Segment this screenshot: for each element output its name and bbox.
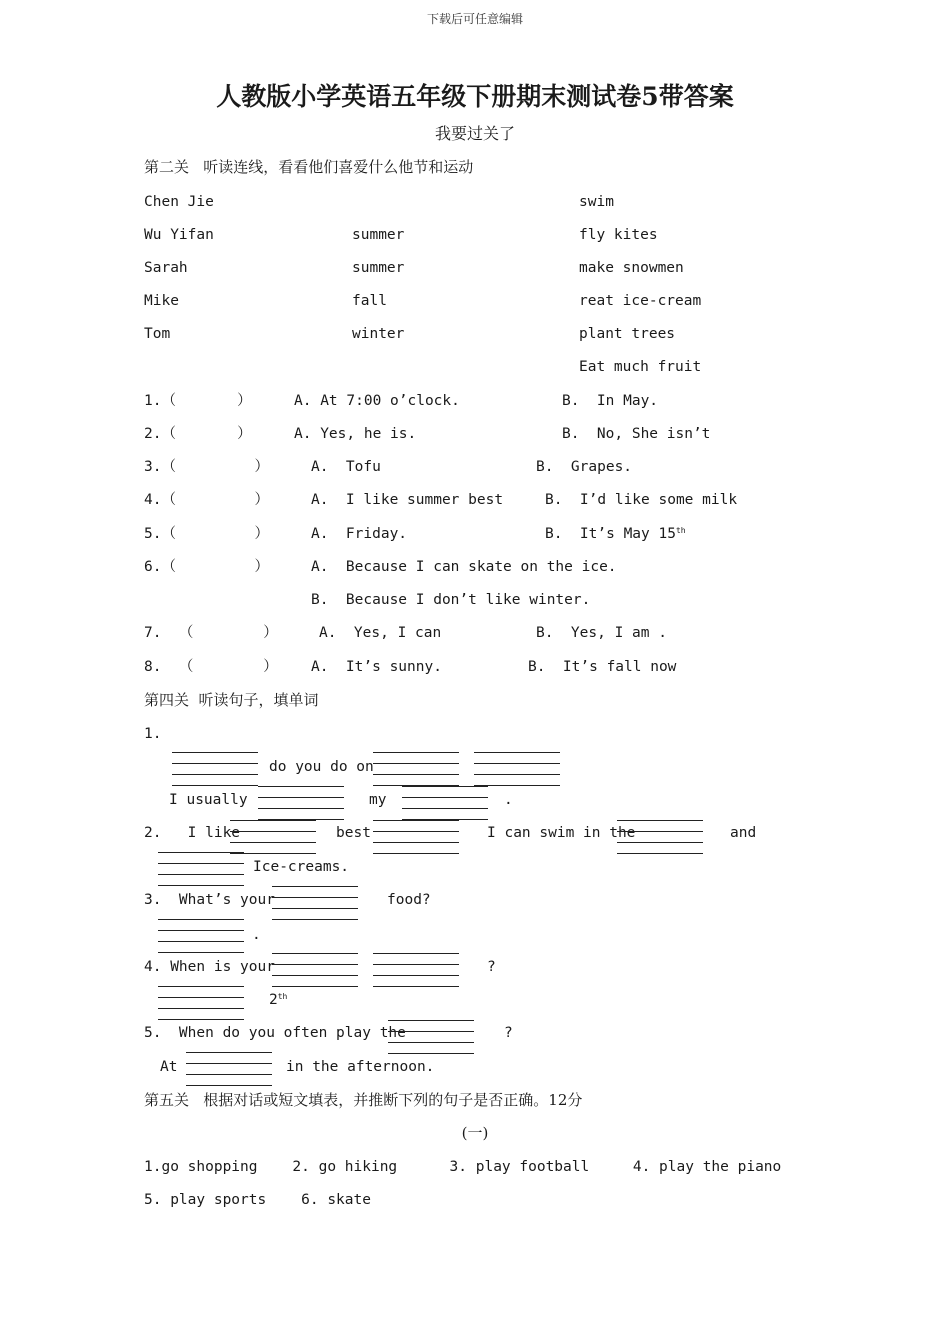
q5-text: 5. When do you often play the [144,1025,406,1041]
part-label: (一) [461,1124,489,1142]
fill-blank[interactable] [402,786,488,820]
option-a: A. Yes, he is. [294,426,417,442]
option-a: A. Friday. [311,526,408,542]
q3-text: 3. What’s your [144,892,275,908]
superscript-th: th [277,992,288,1001]
season-item: summer [352,260,405,276]
activity-item: reat ice-cream [579,293,702,309]
q3-text: . [252,927,261,943]
activity-options: 1.go shopping 2. go hiking 3. play football 4. play the piano [144,1159,782,1175]
option-a: A. Because I can skate on the ice. [311,559,617,575]
question-number: 4.（ ） [144,492,270,508]
document-subtitle: 我要过关了 [434,124,515,143]
q1-text: my [369,792,387,808]
fill-blank[interactable] [158,852,244,886]
option-b: B. Grapes. [536,459,633,475]
fill-blank[interactable] [373,820,459,854]
option-a: A. At 7:00 o’clock. [294,393,460,409]
q5-text: ? [504,1025,513,1041]
fill-blank[interactable] [230,820,316,854]
q2-text: 2. I like [144,825,241,841]
q1-text: . [504,792,513,808]
q2-text: and [730,825,757,841]
name-item: Sarah [144,260,188,276]
name-item: Mike [144,293,179,309]
option-b: B. It’s fall now [528,659,677,675]
name-item: Chen Jie [144,194,214,210]
q3-text: food? [387,892,431,908]
document-title: 人教版小学英语五年级下册期末测试卷5带答案 [216,82,734,111]
fill-blank[interactable] [158,986,244,1020]
option-a: A. Tofu [311,459,381,475]
fill-blank[interactable] [158,919,244,953]
name-item: Tom [144,326,171,342]
option-b: B. I’d like some milk [545,492,738,508]
fill-blank[interactable] [617,820,703,854]
q2-text: best [336,825,371,841]
fill-blank[interactable] [373,953,459,987]
section2-heading: 第二关 听读连线，看看他们喜爱什么他节和运动 [144,158,474,176]
question-number: 3.（ ） [144,459,270,475]
activity-item: swim [579,194,614,210]
fill-blank[interactable] [258,786,344,820]
question-number: 1.（ ） [144,393,252,409]
q4-text: ? [487,959,496,975]
activity-item: plant trees [579,326,676,342]
question-number: 5.（ ） [144,526,270,542]
option-b: B. Because I don’t like winter. [311,592,591,608]
option-a: A. It’s sunny. [311,659,442,675]
option-b: B. It’s May 15th [545,526,686,542]
q1-text: I usually [169,792,248,808]
activity-item: make snowmen [579,260,684,276]
option-b: B. No, She isn’t [562,426,711,442]
page-header: 下载后可任意编辑 [426,12,523,26]
season-item: summer [352,227,405,243]
q2-text: Ice-creams. [253,859,350,875]
q5-text: At [160,1059,178,1075]
question-number: 2.（ ） [144,426,252,442]
activity-item: fly kites [579,227,658,243]
season-item: fall [352,293,387,309]
option-a: A. I like summer best [311,492,504,508]
q5-text: in the afternoon. [286,1059,435,1075]
activity-options: 5. play sports 6. skate [144,1192,371,1208]
superscript-th: th [675,526,686,535]
question-number: 7. （ ） [144,625,278,641]
question-number: 6.（ ） [144,559,270,575]
question-number: 8. （ ） [144,659,278,675]
section5-heading: 第五关 根据对话或短文填表，并推断下列的句子是否正确。12分 [144,1091,583,1109]
name-item: Wu Yifan [144,227,214,243]
fill-blank[interactable] [272,886,358,920]
q1-number: 1. [144,726,162,742]
option-a: A. Yes, I can [319,625,442,641]
q4-text: 2th [269,992,288,1008]
q2-text: I can swim in the [487,825,636,841]
q1-text: do you do on [269,759,374,775]
section4-heading: 第四关 听读句子，填单词 [144,691,319,709]
activity-item: Eat much fruit [579,359,702,375]
option-b: B. In May. [562,393,659,409]
fill-blank[interactable] [388,1020,474,1054]
season-item: winter [352,326,405,342]
q4-text: 4. When is your [144,959,275,975]
fill-blank[interactable] [172,752,258,786]
fill-blank[interactable] [373,752,459,786]
option-b: B. Yes, I am . [536,625,667,641]
fill-blank[interactable] [272,953,358,987]
fill-blank[interactable] [474,752,560,786]
fill-blank[interactable] [186,1052,272,1086]
